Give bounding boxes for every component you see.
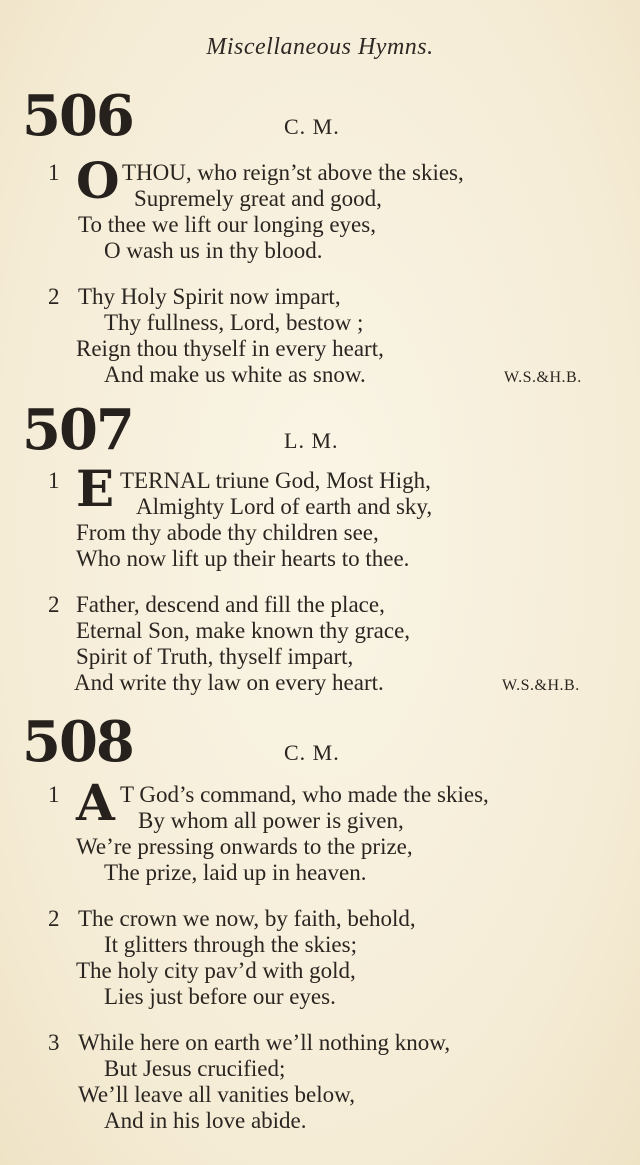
attribution: W.S.&H.B.: [504, 369, 582, 386]
drop-cap: O: [76, 151, 120, 210]
verse-number: 2: [48, 592, 60, 617]
verse-number: 2: [48, 906, 60, 931]
drop-cap: E: [76, 459, 115, 518]
hymn-meter: L. M.: [284, 428, 339, 453]
hymn-meter: C. M.: [284, 114, 340, 139]
verse-line: Eternal Son, make known thy grace,: [76, 618, 411, 643]
verse-line: The holy city pav’d with gold,: [76, 958, 356, 983]
verse-line: Spirit of Truth, thyself impart,: [76, 644, 354, 669]
verse-line: O wash us in thy blood.: [104, 238, 323, 263]
verse-line: Reign thou thyself in every heart,: [76, 336, 384, 361]
verse-number: 1: [48, 782, 60, 807]
attribution: W.S.&H.B.: [502, 677, 580, 694]
hymn-number: 507: [22, 397, 133, 463]
verse-line: THOU, who reign’st above the skies,: [122, 160, 464, 185]
verse-line: To thee we lift our longing eyes,: [78, 212, 376, 237]
verse-line: The crown we now, by faith, behold,: [78, 906, 416, 931]
verse-number: 2: [48, 284, 60, 309]
verse-line: TERNAL triune God, Most High,: [120, 468, 431, 493]
verse-line: Almighty Lord of earth and sky,: [136, 494, 433, 519]
verse-number: 3: [48, 1030, 60, 1055]
verse-line: And in his love abide.: [104, 1108, 307, 1133]
verse-line: And write thy law on every heart.: [74, 670, 384, 695]
verse-line: And make us white as snow.: [104, 362, 366, 387]
verse-line: Thy fullness, Lord, bestow ;: [104, 310, 364, 335]
verse-line: We’re pressing onwards to the prize,: [76, 834, 413, 859]
verse-line: Who now lift up their hearts to thee.: [76, 546, 410, 571]
verse-line: We’ll leave all vanities below,: [78, 1082, 356, 1107]
verse-line: Father, descend and fill the place,: [76, 592, 385, 617]
verse-number: 1: [48, 160, 60, 185]
hymn-number: 508: [22, 709, 133, 775]
verse-line: While here on earth we’ll nothing know,: [78, 1030, 451, 1055]
verse-line: But Jesus crucified;: [104, 1056, 286, 1081]
verse-line: It glitters through the skies;: [104, 932, 357, 957]
verse-line: Supremely great and good,: [134, 186, 382, 211]
hymn-meter: C. M.: [284, 740, 340, 765]
hymn-number: 506: [22, 83, 133, 149]
verse-line: Thy Holy Spirit now impart,: [78, 284, 341, 309]
verse-line: Lies just before our eyes.: [104, 984, 336, 1009]
verse-line: The prize, laid up in heaven.: [104, 860, 367, 885]
verse-line: By whom all power is given,: [138, 808, 404, 833]
verse-line: T God’s command, who made the skies,: [120, 782, 489, 807]
verse-number: 1: [48, 468, 60, 493]
drop-cap: A: [76, 773, 115, 832]
page-header: Miscellaneous Hymns.: [206, 34, 434, 60]
verse-line: From thy abode thy children see,: [76, 520, 379, 545]
